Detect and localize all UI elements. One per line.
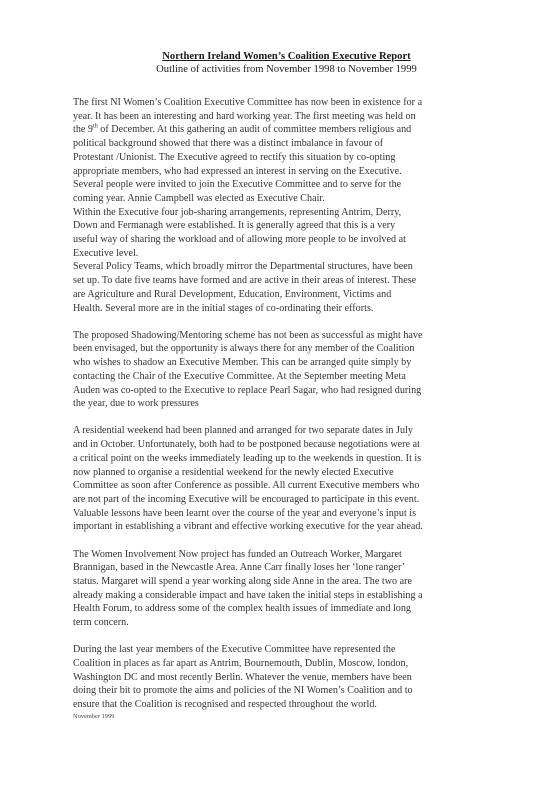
- text-line: the year, due to work pressures: [73, 398, 199, 410]
- report-subtitle: Outline of activities from November 1998 to November 1999: [156, 64, 417, 75]
- paragraph: [73, 329, 500, 411]
- text-line: Washington DC and most recently Berlin. Whatever the venue, members have been: [73, 671, 412, 683]
- text-line: are Agriculture and Rural Development, Education, Environment, Victims and: [73, 288, 392, 300]
- text-line: a critical point on the weeks immediately leading up to the weekends in question. It is: [73, 452, 422, 464]
- text-line: term concern.: [73, 617, 129, 629]
- text-line: Several people were invited to join the Executive Committee and to serve for the: [73, 179, 402, 191]
- text-line: Down and Fermanagh were established. It is generally agreed that this is a very: [73, 220, 396, 232]
- text-line: and in October. Unfortunately, both had to be postponed because negotiations were at: [73, 439, 420, 451]
- text-line: status. Margaret will spend a year working along side Anne in the area. The two are: [73, 576, 413, 587]
- text-line: important in establishing a vibrant and effective working executive for the year ahead.: [73, 521, 423, 533]
- text-line: Brannigan, based in the Newcastle Area. Anne Carr finally loses her ‘lone ranger’: [73, 562, 406, 574]
- text-line: A residential weekend had been planned and arranged for two separate dates in July: [73, 425, 413, 437]
- paragraph: [73, 643, 500, 712]
- text-line: the 9th of December. At this gathering an audit of committee members religious and: [73, 124, 412, 136]
- text-line: already making a considerable impact and have taken the initial steps in establishing a: [73, 589, 423, 601]
- report-title: Northern Ireland Women’s Coalition Executive Report: [162, 51, 411, 62]
- text-line: appropriate members, who had expressed an interest in serving on the Executive.: [73, 165, 402, 177]
- text-line: Executive level.: [73, 247, 139, 259]
- text-line: Valuable lessons have been learnt over the course of the year and everyone’s input is: [73, 507, 417, 519]
- text-line: Within the Executive four job-sharing arrangements, representing Antrim, Derry,: [73, 206, 402, 218]
- text-line: set up. To date five teams have formed and are active in their areas of interest. These: [73, 275, 417, 287]
- text-line: contacting the Chair of the Executive Committee. At the September meeting Meta: [73, 370, 406, 382]
- paragraph: [73, 424, 500, 534]
- footer-date: November 1999: [73, 713, 115, 721]
- ordinal-suffix: th: [93, 124, 98, 131]
- text-line: The first NI Women’s Coalition Executive Committee has now been in existence for a: [73, 97, 423, 108]
- paragraph: [73, 548, 500, 630]
- text-line: Auden was co-opted to the Executive to replace Pearl Sagar, who had resigned during: [73, 384, 422, 396]
- text-line: During the last year members of the Executive Committee have represented the: [73, 644, 396, 656]
- text-line: useful way of sharing the workload and of allowing more people to be involved at: [73, 234, 406, 246]
- text-line: Protestant /Unionist. The Executive agreed to rectify this situation by co-opting: [73, 151, 396, 163]
- text-line: The Women Involvement Now project has funded an Outreach Worker, Margaret: [73, 548, 402, 560]
- text-line: Health. Several more are in the initial stages of co-ordinating their efforts.: [73, 302, 374, 314]
- report-header: [73, 50, 500, 76]
- paragraph: [73, 96, 500, 315]
- text-line: are not part of the incoming Executive will be encouraged to participate in this event.: [73, 493, 420, 505]
- text-line: ensure that the Coalition is recognised and respected throughout the world.: [73, 699, 377, 711]
- text-line: The proposed Shadowing/Mentoring scheme has not been as successful as might have: [73, 329, 423, 341]
- text-line: political background showed that there was a distinct imbalance in favour of: [73, 138, 384, 150]
- text-line: who wishes to shadow an Executive Member. This can be arranged quite simply by: [73, 357, 412, 369]
- text-line: Several Policy Teams, which broadly mirror the Departmental structures, have been: [73, 261, 413, 273]
- text-line: now planned to organise a residential weekend for the newly elected Executive: [73, 466, 394, 478]
- report-body: [73, 96, 500, 712]
- text-line: been envisaged, but the opportunity is always there for any member of the Coalition: [73, 343, 415, 355]
- text-line: Committee as soon after Conference as possible. All current Executive members who: [73, 480, 420, 492]
- text-line: coming year. Annie Campbell was elected as Executive Chair.: [73, 192, 325, 204]
- text-line: Health Forum, to address some of the complex health issues of immediate and long: [73, 603, 411, 615]
- text-line: Coalition in places as far apart as Antrim, Bournemouth, Dublin, Moscow, london,: [73, 658, 409, 670]
- text-line: year. It has been an interesting and hard working year. The first meeting was held on: [73, 110, 416, 122]
- text-line: doing their bit to promote the aims and policies of the NI Women’s Coalition and to: [73, 685, 413, 697]
